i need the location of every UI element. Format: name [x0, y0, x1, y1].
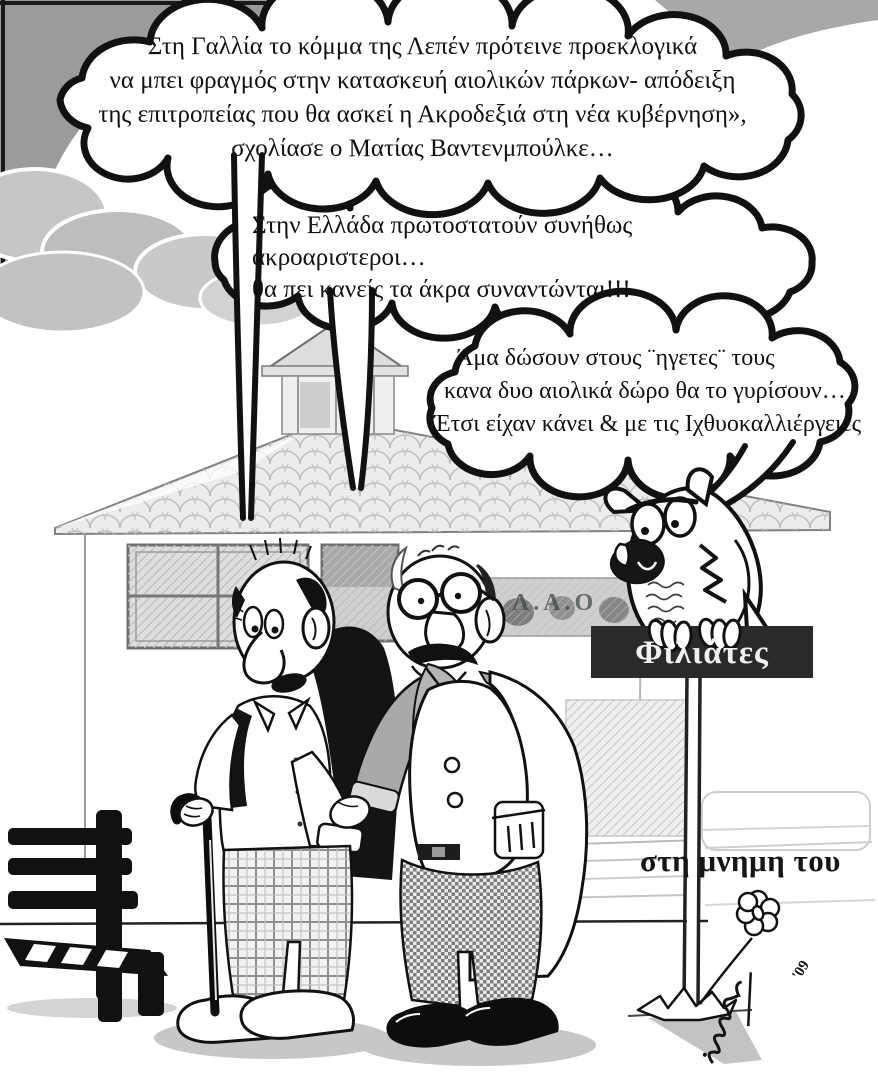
flower-doodle — [700, 891, 779, 1004]
speech-bubble-2-text — [252, 210, 632, 306]
village-sign-label: Φιλιάτες — [635, 635, 769, 671]
left-man-eye-right — [265, 610, 283, 638]
building-banner-label: Λ.Α.Ο — [512, 590, 598, 616]
bubble-1-line: Στη Γαλλία το κόμμα της Λεπέν πρότεινε προεκλογικά — [147, 33, 698, 60]
bubble-1-line: να μπει φραγμός στην κατασκευή αιολικών πάρκων- απόδειξη — [109, 67, 736, 94]
right-man-check-pants — [400, 860, 541, 1006]
owl-eye-left — [632, 504, 664, 544]
bubble-1-line: σχολίασε ο Ματίας Βαντενμπούλκε… — [231, 135, 614, 162]
owl-eye-right — [665, 498, 695, 536]
signature-year: '09 — [789, 957, 814, 983]
bubble-3-line: Άμα δώσουν στους ¨ηγετες¨ τους — [456, 345, 775, 371]
bubble-2-line: ακροαριστεροι… — [252, 244, 426, 271]
bubble-1-line: της επιτροπείας που θα ασκεί η Ακροδεξιά στη νέα κυβέρνηση», — [98, 101, 747, 128]
right-man-hair-top — [418, 546, 459, 556]
left-man-shoe-right — [241, 991, 354, 1039]
bubble-3-line: Έτσι είχαν κάνει & με τις Ιχθυοκαλλιέργειες — [434, 411, 862, 437]
memorial-text: στη μνημη του — [640, 843, 841, 878]
bubble-2-line: Στην Ελλάδα πρωτοστατούν συνήθως — [252, 212, 633, 239]
walking-cane — [175, 794, 217, 1012]
right-man-jacket-pocket — [492, 802, 545, 858]
sign-pole — [684, 676, 700, 1006]
right-man-glasses-right — [442, 574, 480, 612]
speech-bubble-1-text — [45, 30, 800, 166]
speech-bubble-3-text — [434, 342, 861, 441]
bubble-2-line: θα πει κανείς τα άκρα συναντώνται!!! — [252, 276, 631, 303]
left-man-plaid-pants — [223, 846, 352, 1004]
park-bench — [4, 810, 168, 1022]
bubble-3-line: κανα δυο αιολικά δώρο θα το γυρίσουν… — [444, 378, 846, 404]
